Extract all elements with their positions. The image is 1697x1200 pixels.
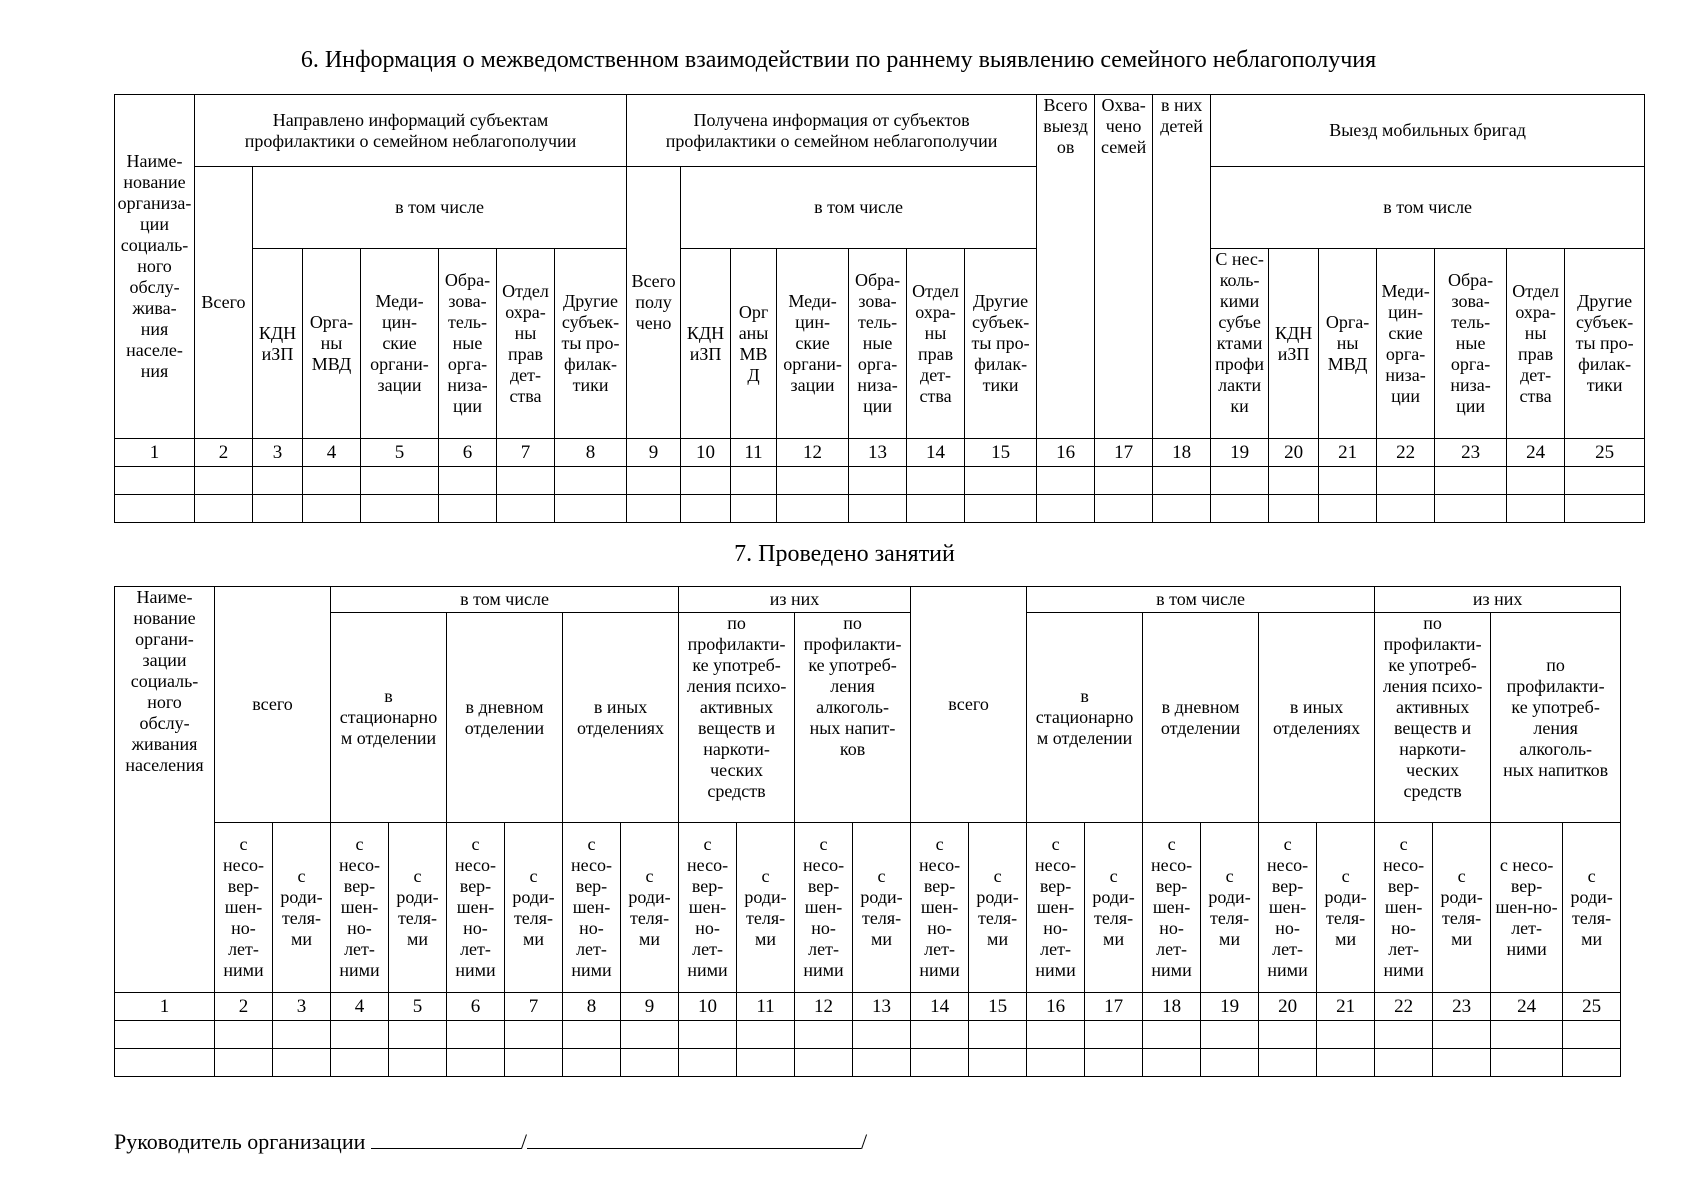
t6-col-number: 10 bbox=[681, 439, 731, 467]
t7-header-minors: с несо- вер- шен- но- лет- ними bbox=[447, 823, 505, 993]
t6-cell[interactable] bbox=[1565, 495, 1645, 523]
t6-cell[interactable] bbox=[1377, 495, 1435, 523]
t7-cell[interactable] bbox=[1143, 1021, 1201, 1049]
t7-cell[interactable] bbox=[389, 1049, 447, 1077]
t7-header-inpatient: в стационарно м отделении bbox=[331, 613, 447, 823]
t6-col-number: 23 bbox=[1435, 439, 1507, 467]
t6-header-m-education: Обра- зова- тель- ные орга- низа- ции bbox=[1435, 249, 1507, 439]
t6-col-number: 14 bbox=[907, 439, 965, 467]
t6-cell[interactable] bbox=[253, 495, 303, 523]
t6-empty-row[interactable] bbox=[115, 495, 1645, 523]
t7-cell[interactable] bbox=[1027, 1021, 1085, 1049]
t6-col-number: 17 bbox=[1095, 439, 1153, 467]
t6-cell[interactable] bbox=[361, 495, 439, 523]
t6-col-number: 1 bbox=[115, 439, 195, 467]
t6-col-number: 5 bbox=[361, 439, 439, 467]
t6-col-number: 22 bbox=[1377, 439, 1435, 467]
t6-header-other-subjects: Другие субъек- ты про- филак- тики bbox=[555, 249, 627, 439]
t6-cell[interactable] bbox=[777, 495, 849, 523]
t6-col-number: 11 bbox=[731, 439, 777, 467]
t7-cell[interactable] bbox=[1027, 1049, 1085, 1077]
t6-col-number: 19 bbox=[1211, 439, 1269, 467]
t6-cell[interactable] bbox=[1435, 495, 1507, 523]
t7-cell[interactable] bbox=[447, 1021, 505, 1049]
t7-cell[interactable] bbox=[1085, 1021, 1143, 1049]
t7-col-number: 17 bbox=[1085, 993, 1143, 1021]
t7-cell[interactable] bbox=[273, 1049, 331, 1077]
t7-header-prev-alcohol-2: по профилакти- ке употреб- ления алкоголь- ных напитков bbox=[1491, 613, 1621, 823]
t6-header-received-total: Всего полу чено bbox=[627, 167, 681, 439]
t6-empty-row[interactable] bbox=[115, 467, 1645, 495]
t7-col-number: 3 bbox=[273, 993, 331, 1021]
t7-col-number: 16 bbox=[1027, 993, 1085, 1021]
t6-header-m-mvd: Орга- ны МВД bbox=[1319, 249, 1377, 439]
t7-header-minors: с несо- вер- шен- но- лет- ними bbox=[563, 823, 621, 993]
t7-cell[interactable] bbox=[1433, 1021, 1491, 1049]
t6-header-sent-total: Всего bbox=[195, 167, 253, 439]
t7-cell[interactable] bbox=[331, 1049, 389, 1077]
t6-cell[interactable] bbox=[681, 495, 731, 523]
t6-col-number: 7 bbox=[497, 439, 555, 467]
t6-header-m-other-subjects: Другие субъек- ты про- филак- тики bbox=[1565, 249, 1645, 439]
t7-cell[interactable] bbox=[505, 1021, 563, 1049]
table7-title: 7. Проведено занятий bbox=[734, 541, 955, 567]
t7-cell[interactable] bbox=[115, 1049, 215, 1077]
t6-cell[interactable] bbox=[555, 495, 627, 523]
t6-cell[interactable] bbox=[1095, 467, 1153, 495]
t7-cell[interactable] bbox=[447, 1049, 505, 1077]
t7-header-org-name: Наиме- нование органи- зации социаль- ного обслу- живания населения bbox=[115, 587, 215, 993]
t6-col-number: 18 bbox=[1153, 439, 1211, 467]
t7-cell[interactable] bbox=[1491, 1021, 1563, 1049]
t6-header-kdn: КДН иЗП bbox=[253, 249, 303, 439]
t7-cell[interactable] bbox=[737, 1021, 795, 1049]
t6-cell[interactable] bbox=[361, 467, 439, 495]
table6-title: 6. Информация о межведомственном взаимодействии по раннему выявлению семейного неблагополучия bbox=[300, 47, 1377, 73]
t7-header-minors: с несо- вер- шен- но- лет- ними bbox=[1375, 823, 1433, 993]
t6-col-number: 13 bbox=[849, 439, 907, 467]
t6-cell[interactable] bbox=[731, 467, 777, 495]
t7-header-day-2: в дневном отделении bbox=[1143, 613, 1259, 823]
t6-header-r-mvd: Орг аны МВ Д bbox=[731, 249, 777, 439]
signature-field[interactable] bbox=[371, 1128, 521, 1149]
t7-cell[interactable] bbox=[1317, 1049, 1375, 1077]
t6-cell[interactable] bbox=[849, 467, 907, 495]
t6-header-medical: Меди- цин- ские органи- зации bbox=[361, 249, 439, 439]
t6-cell[interactable] bbox=[115, 467, 195, 495]
t6-cell[interactable] bbox=[965, 495, 1037, 523]
t6-cell[interactable] bbox=[1153, 467, 1211, 495]
t7-cell[interactable] bbox=[679, 1049, 737, 1077]
t6-header-mobile-including: в том числе bbox=[1211, 167, 1645, 249]
t6-col-number: 21 bbox=[1319, 439, 1377, 467]
t7-header-prev-drugs: по профилакти- ке употреб- ления психо- активных веществ и наркоти- ческих средств bbox=[679, 613, 795, 823]
t7-cell[interactable] bbox=[215, 1021, 273, 1049]
t6-cell[interactable] bbox=[303, 495, 361, 523]
t7-header-parents: с роди- теля- ми bbox=[1201, 823, 1259, 993]
t6-cell[interactable] bbox=[1037, 495, 1095, 523]
t7-header-total-2: всего bbox=[911, 587, 1027, 823]
t7-header-including: в том числе bbox=[331, 587, 679, 613]
t7-col-number: 5 bbox=[389, 993, 447, 1021]
t6-cell[interactable] bbox=[907, 495, 965, 523]
t7-header-total: всего bbox=[215, 587, 331, 823]
t7-cell[interactable] bbox=[1201, 1021, 1259, 1049]
t7-cell[interactable] bbox=[1491, 1049, 1563, 1077]
t6-cell[interactable] bbox=[497, 495, 555, 523]
t7-header-other-depts-2: в иных отделениях bbox=[1259, 613, 1375, 823]
t7-header-parents: с роди- теля- ми bbox=[853, 823, 911, 993]
t6-col-number: 12 bbox=[777, 439, 849, 467]
signature-separator: / bbox=[861, 1129, 868, 1154]
t7-empty-row[interactable] bbox=[115, 1021, 1621, 1049]
t7-col-number: 19 bbox=[1201, 993, 1259, 1021]
t7-cell[interactable] bbox=[911, 1021, 969, 1049]
t7-col-number: 22 bbox=[1375, 993, 1433, 1021]
t6-header-children: в них детей bbox=[1153, 95, 1211, 439]
t6-cell[interactable] bbox=[1153, 495, 1211, 523]
t6-cell[interactable] bbox=[1319, 495, 1377, 523]
t6-header-sent-group: Направлено информаций субъектам профилактики о семейном неблагополучии bbox=[195, 95, 627, 167]
t6-cell[interactable] bbox=[627, 467, 681, 495]
t6-header-m-guardianship: Отдел охра- ны прав дет- ства bbox=[1507, 249, 1565, 439]
t7-col-number: 13 bbox=[853, 993, 911, 1021]
t6-header-sent-including: в том числе bbox=[253, 167, 627, 249]
t7-cell[interactable] bbox=[795, 1021, 853, 1049]
t6-header-r-kdn: КДН иЗП bbox=[681, 249, 731, 439]
t7-col-number: 1 bbox=[115, 993, 215, 1021]
t6-cell[interactable] bbox=[1377, 467, 1435, 495]
t6-cell[interactable] bbox=[253, 467, 303, 495]
t6-header-families-covered: Охва- чено семей bbox=[1095, 95, 1153, 439]
t6-cell[interactable] bbox=[1507, 467, 1565, 495]
t7-col-number: 20 bbox=[1259, 993, 1317, 1021]
t6-cell[interactable] bbox=[555, 467, 627, 495]
t6-col-number: 3 bbox=[253, 439, 303, 467]
t7-cell[interactable] bbox=[969, 1049, 1027, 1077]
t7-cell[interactable] bbox=[1259, 1049, 1317, 1077]
t7-header-prev-alcohol: по профилакти- ке употреб- ления алкоголь- ных напит- ков bbox=[795, 613, 911, 823]
t7-header-parents: с роди- теля- ми bbox=[621, 823, 679, 993]
t6-cell[interactable] bbox=[115, 495, 195, 523]
t6-cell[interactable] bbox=[965, 467, 1037, 495]
t6-cell[interactable] bbox=[731, 495, 777, 523]
t7-cell[interactable] bbox=[563, 1021, 621, 1049]
t7-cell[interactable] bbox=[1563, 1021, 1621, 1049]
t6-header-org-name: Наиме- нование организа- ции социаль- ного обслу- жива- ния населе- ния bbox=[115, 95, 195, 439]
t7-header-parents: с роди- теля- ми bbox=[969, 823, 1027, 993]
t7-cell[interactable] bbox=[1375, 1021, 1433, 1049]
t6-col-number: 25 bbox=[1565, 439, 1645, 467]
t6-header-r-other-subjects: Другие субъек- ты про- филак- тики bbox=[965, 249, 1037, 439]
t7-cell[interactable] bbox=[853, 1049, 911, 1077]
t7-cell[interactable] bbox=[621, 1049, 679, 1077]
t7-header-minors: с несо- вер- шен- но- лет- ними bbox=[215, 823, 273, 993]
t6-cell[interactable] bbox=[1269, 467, 1319, 495]
t6-header-total-visits: Всего выезд ов bbox=[1037, 95, 1095, 439]
t7-cell[interactable] bbox=[795, 1049, 853, 1077]
t7-cell[interactable] bbox=[1085, 1049, 1143, 1077]
t7-col-number: 9 bbox=[621, 993, 679, 1021]
t7-cell[interactable] bbox=[1317, 1021, 1375, 1049]
t7-header-including-2: в том числе bbox=[1027, 587, 1375, 613]
t6-cell[interactable] bbox=[681, 467, 731, 495]
t7-header-prev-drugs-2: по профилакти- ке употреб- ления психо- активных веществ и наркоти- ческих средств bbox=[1375, 613, 1491, 823]
t6-header-mvd: Орга- ны МВД bbox=[303, 249, 361, 439]
name-field[interactable] bbox=[527, 1128, 861, 1149]
t7-cell[interactable] bbox=[1143, 1049, 1201, 1077]
t7-cell[interactable] bbox=[679, 1021, 737, 1049]
t7-col-number: 18 bbox=[1143, 993, 1201, 1021]
t6-header-mobile-group: Выезд мобильных бригад bbox=[1211, 95, 1645, 167]
t7-header-parents: с роди- теля- ми bbox=[273, 823, 331, 993]
t6-cell[interactable] bbox=[1269, 495, 1319, 523]
t7-number-row bbox=[115, 993, 1621, 1021]
t6-cell[interactable] bbox=[497, 467, 555, 495]
t7-header-minors: с несо- вер- шен- но- лет- ними bbox=[679, 823, 737, 993]
t6-header-received-including: в том числе bbox=[681, 167, 1037, 249]
t6-cell[interactable] bbox=[439, 467, 497, 495]
t6-cell[interactable] bbox=[1507, 495, 1565, 523]
t6-header-education: Обра- зова- тель- ные орга- низа- ции bbox=[439, 249, 497, 439]
t7-col-number: 15 bbox=[969, 993, 1027, 1021]
t6-col-number: 9 bbox=[627, 439, 681, 467]
t6-col-number: 6 bbox=[439, 439, 497, 467]
t6-cell[interactable] bbox=[849, 495, 907, 523]
t6-cell[interactable] bbox=[1565, 467, 1645, 495]
t6-cell[interactable] bbox=[1211, 495, 1269, 523]
t7-cell[interactable] bbox=[621, 1021, 679, 1049]
t6-header-r-medical: Меди- цин- ские органи- зации bbox=[777, 249, 849, 439]
t6-cell[interactable] bbox=[1095, 495, 1153, 523]
t6-header-received-group: Получена информация от субъектов профилактики о семейном неблагополучии bbox=[627, 95, 1037, 167]
t7-col-number: 11 bbox=[737, 993, 795, 1021]
t7-header-minors: с несо- вер- шен-но- лет- ними bbox=[1491, 823, 1563, 993]
t7-cell[interactable] bbox=[911, 1049, 969, 1077]
t7-header-minors: с несо- вер- шен- но- лет- ними bbox=[795, 823, 853, 993]
t7-header-of-them-2: из них bbox=[1375, 587, 1621, 613]
t7-cell[interactable] bbox=[505, 1049, 563, 1077]
t7-col-number: 8 bbox=[563, 993, 621, 1021]
t7-header-parents: с роди- теля- ми bbox=[1317, 823, 1375, 993]
t7-cell[interactable] bbox=[1375, 1049, 1433, 1077]
t6-cell[interactable] bbox=[1211, 467, 1269, 495]
t7-header-parents: с роди- теля- ми bbox=[1085, 823, 1143, 993]
t7-col-number: 14 bbox=[911, 993, 969, 1021]
t7-cell[interactable] bbox=[1433, 1049, 1491, 1077]
t7-cell[interactable] bbox=[1201, 1049, 1259, 1077]
t6-cell[interactable] bbox=[1037, 467, 1095, 495]
t6-header-m-several: С нес- коль- кими субъе ктами профи лакти ки bbox=[1211, 249, 1269, 439]
t7-col-number: 25 bbox=[1563, 993, 1621, 1021]
t7-cell[interactable] bbox=[969, 1021, 1027, 1049]
t6-cell[interactable] bbox=[907, 467, 965, 495]
t6-number-row bbox=[115, 439, 1645, 467]
t7-cell[interactable] bbox=[1259, 1021, 1317, 1049]
t7-col-number: 12 bbox=[795, 993, 853, 1021]
t6-col-number: 24 bbox=[1507, 439, 1565, 467]
t6-header-m-medical: Меди- цин- ские орга- низа- ции bbox=[1377, 249, 1435, 439]
signature-separator: / bbox=[520, 1129, 528, 1154]
t6-col-number: 15 bbox=[965, 439, 1037, 467]
t7-header-parents: с роди- теля- ми bbox=[1563, 823, 1621, 993]
t7-col-number: 24 bbox=[1491, 993, 1563, 1021]
t7-cell[interactable] bbox=[273, 1021, 331, 1049]
t7-col-number: 10 bbox=[679, 993, 737, 1021]
t7-header-parents: с роди- теля- ми bbox=[1433, 823, 1491, 993]
t7-header-minors: с несо- вер- шен- но- лет- ними bbox=[1027, 823, 1085, 993]
t7-cell[interactable] bbox=[737, 1049, 795, 1077]
table6-interagency bbox=[114, 94, 1645, 523]
t6-cell[interactable] bbox=[627, 495, 681, 523]
t7-header-minors: с несо- вер- шен- но- лет- ними bbox=[1259, 823, 1317, 993]
t6-cell[interactable] bbox=[195, 467, 253, 495]
t7-col-number: 4 bbox=[331, 993, 389, 1021]
t7-header-parents: с роди- теля- ми bbox=[389, 823, 447, 993]
t6-header-r-guardianship: Отдел охра- ны прав дет- ства bbox=[907, 249, 965, 439]
t6-header-r-education: Обра- зова- тель- ные орга- низа- ции bbox=[849, 249, 907, 439]
t7-header-of-them: из них bbox=[679, 587, 911, 613]
t7-cell[interactable] bbox=[1563, 1049, 1621, 1077]
t7-col-number: 6 bbox=[447, 993, 505, 1021]
t7-cell[interactable] bbox=[115, 1021, 215, 1049]
t7-cell[interactable] bbox=[215, 1049, 273, 1077]
t7-col-number: 21 bbox=[1317, 993, 1375, 1021]
t6-cell[interactable] bbox=[1319, 467, 1377, 495]
signature-label: Руководитель организации bbox=[114, 1129, 366, 1154]
t7-header-inpatient-2: в стационарно м отделении bbox=[1027, 613, 1143, 823]
t6-col-number: 8 bbox=[555, 439, 627, 467]
t7-cell[interactable] bbox=[563, 1049, 621, 1077]
t6-col-number: 20 bbox=[1269, 439, 1319, 467]
t6-cell[interactable] bbox=[303, 467, 361, 495]
table7-classes bbox=[114, 586, 1621, 1077]
t6-header-m-kdn: КДН иЗП bbox=[1269, 249, 1319, 439]
signature-line bbox=[114, 1128, 867, 1155]
t7-header-minors: с несо- вер- шен- но- лет- ними bbox=[911, 823, 969, 993]
t7-col-number: 7 bbox=[505, 993, 563, 1021]
t7-header-parents: с роди- теля- ми bbox=[737, 823, 795, 993]
t6-cell[interactable] bbox=[1435, 467, 1507, 495]
t6-cell[interactable] bbox=[439, 495, 497, 523]
t6-col-number: 2 bbox=[195, 439, 253, 467]
t6-col-number: 4 bbox=[303, 439, 361, 467]
t7-cell[interactable] bbox=[389, 1021, 447, 1049]
t7-header-other-depts: в иных отделениях bbox=[563, 613, 679, 823]
t7-col-number: 23 bbox=[1433, 993, 1491, 1021]
t7-cell[interactable] bbox=[853, 1021, 911, 1049]
t7-header-day: в дневном отделении bbox=[447, 613, 563, 823]
t7-col-number: 2 bbox=[215, 993, 273, 1021]
t7-cell[interactable] bbox=[331, 1021, 389, 1049]
t7-empty-row[interactable] bbox=[115, 1049, 1621, 1077]
t7-header-parents: с роди- теля- ми bbox=[505, 823, 563, 993]
t6-cell[interactable] bbox=[777, 467, 849, 495]
t6-col-number: 16 bbox=[1037, 439, 1095, 467]
t6-cell[interactable] bbox=[195, 495, 253, 523]
t7-header-minors: с несо- вер- шен- но- лет- ними bbox=[1143, 823, 1201, 993]
t7-header-minors: с несо- вер- шен- но- лет- ними bbox=[331, 823, 389, 993]
t6-header-guardianship: Отдел охра- ны прав дет- ства bbox=[497, 249, 555, 439]
